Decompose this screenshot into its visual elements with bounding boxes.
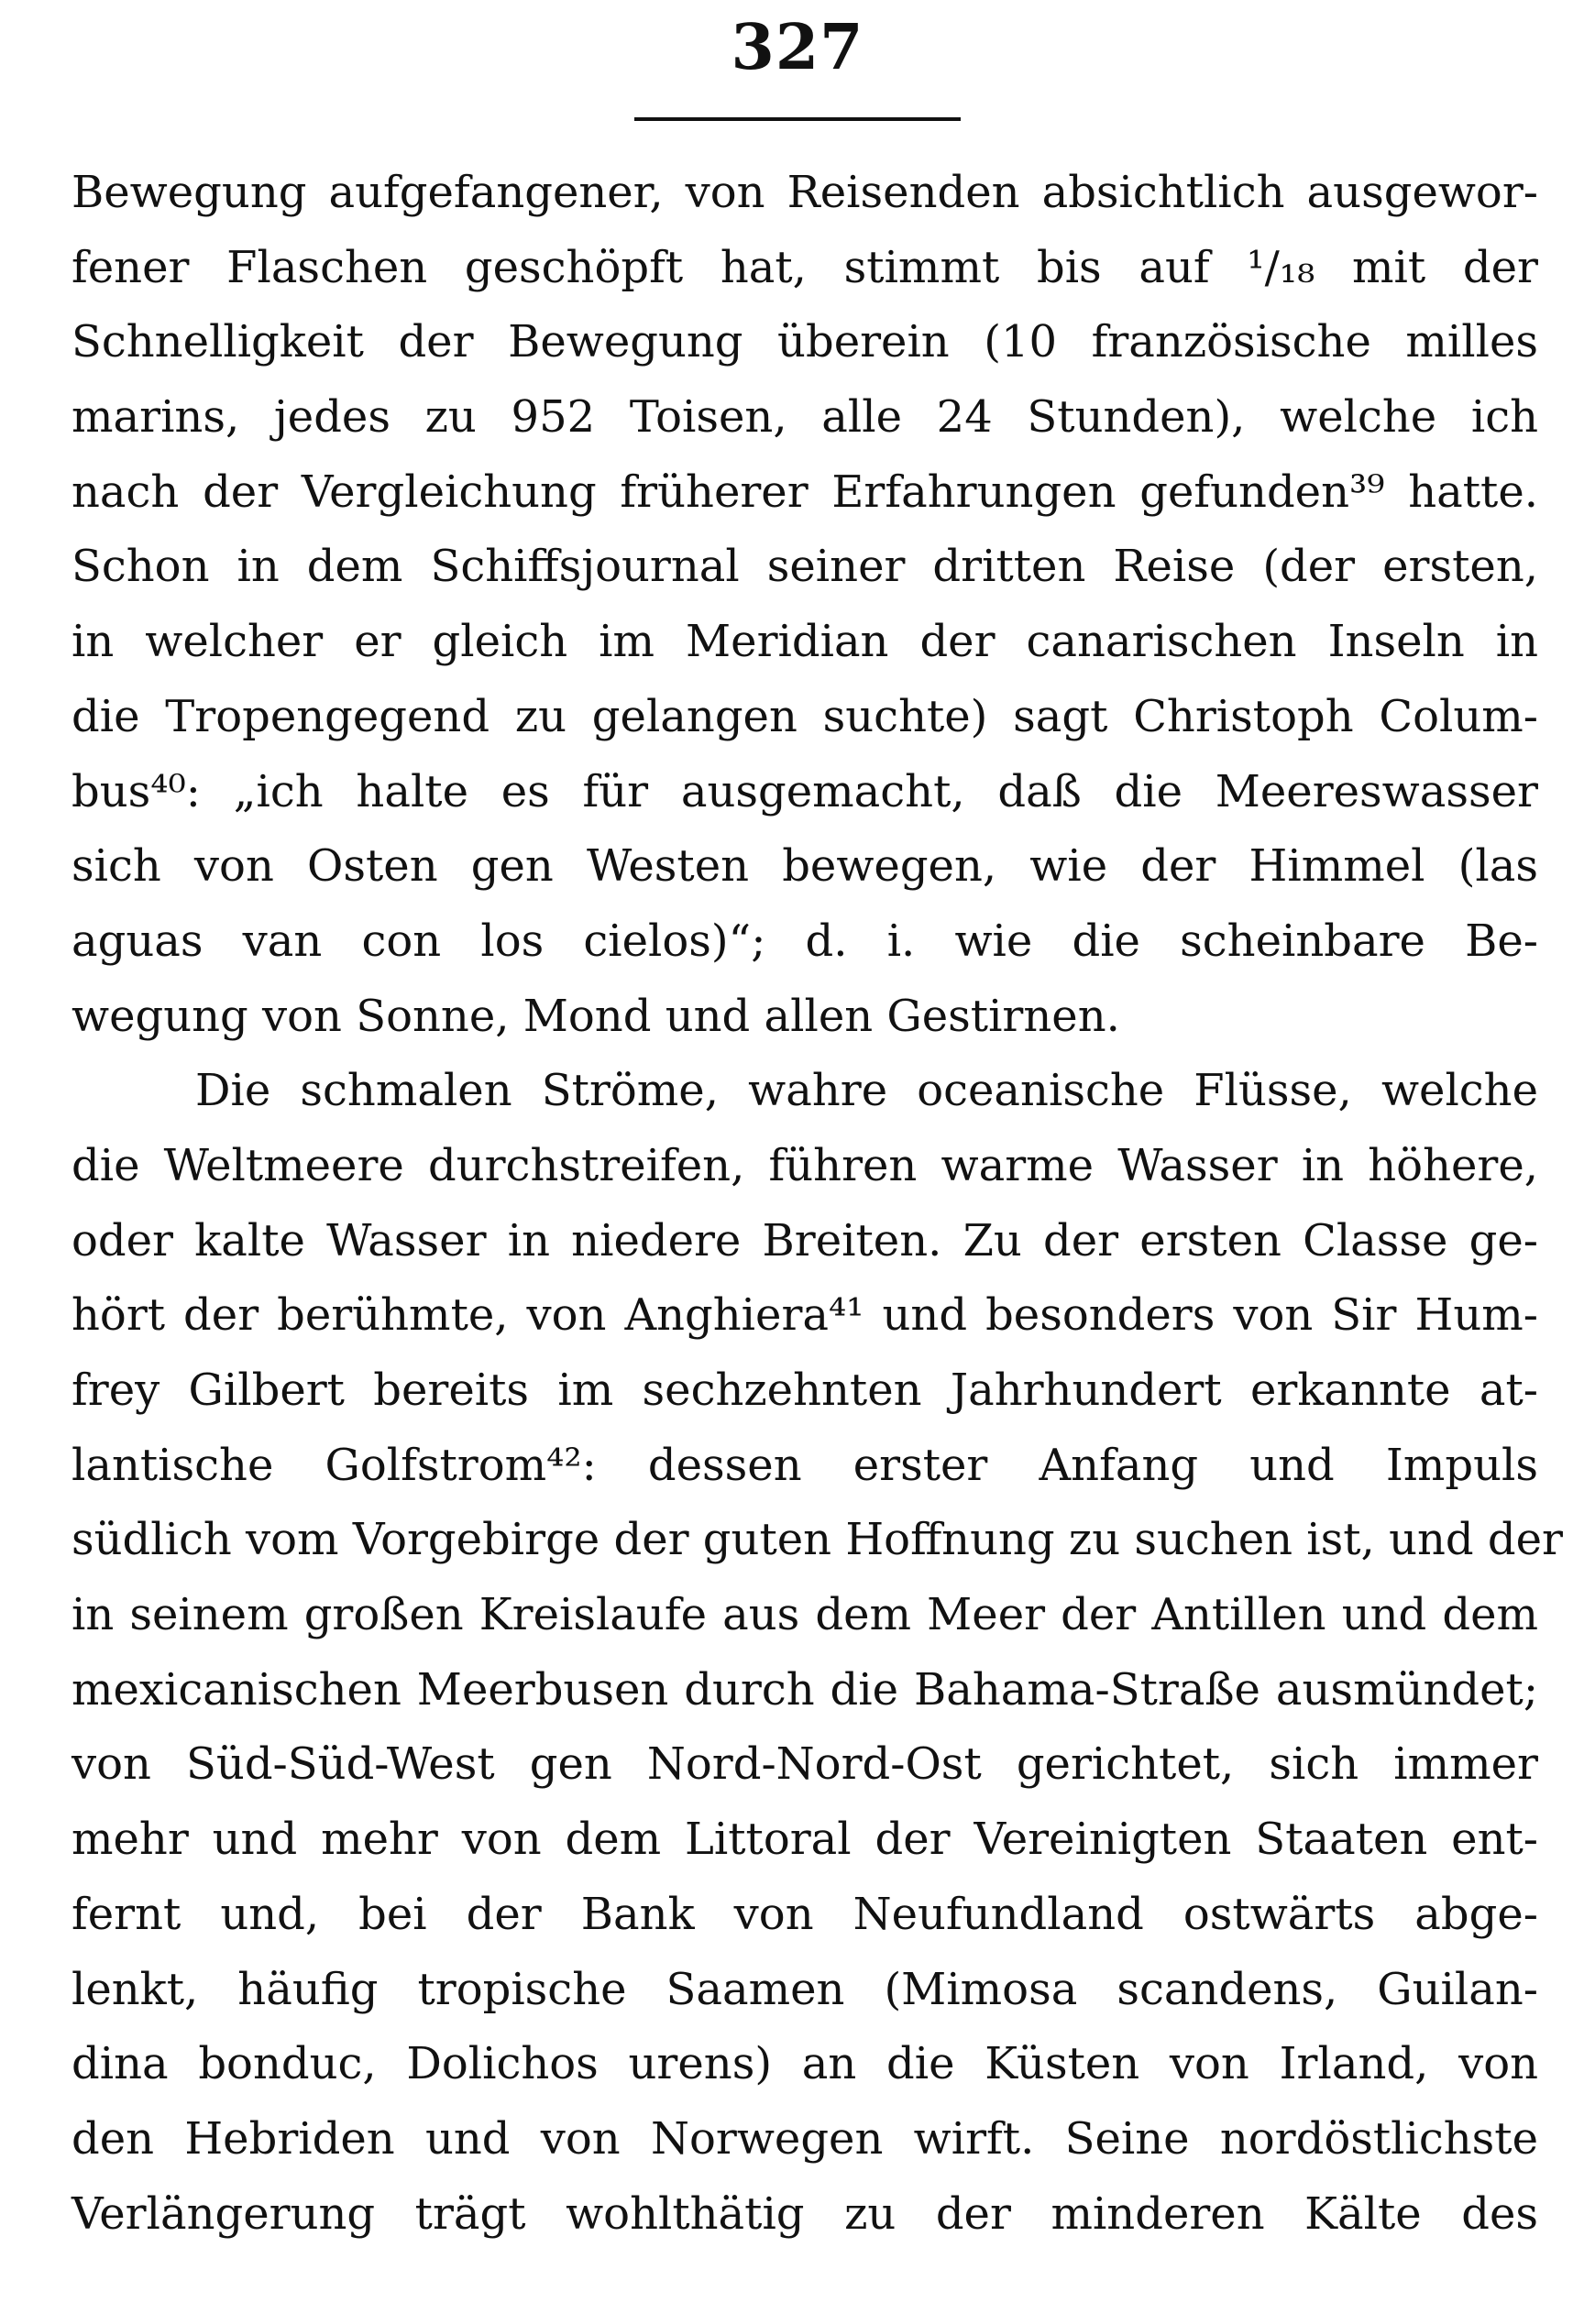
text-line: lenkt, häufig tropische Saamen (Mimosa scandens, Guilan- bbox=[72, 1963, 1538, 2015]
text-line: hört der berühmte, von Anghiera⁴¹ und besonders von Sir Hum- bbox=[72, 1289, 1538, 1342]
text-line: südlich vom Vorgebirge der guten Hoffnung zu suchen ist, und der bbox=[72, 1514, 1563, 1566]
text-line: in seinem großen Kreislaufe aus dem Meer der Antillen und dem bbox=[72, 1589, 1538, 1641]
text-line: Schnelligkeit der Bewegung überein (10 französische milles bbox=[72, 316, 1538, 368]
text-line: von Süd-Süd-West gen Nord-Nord-Ost gerichtet, sich immer bbox=[72, 1738, 1538, 1791]
text-line: fernt und, bei der Bank von Neufundland ostwärts abge- bbox=[72, 1888, 1538, 1940]
text-line: wegung von Sonne, Mond und allen Gestirnen. bbox=[72, 990, 1120, 1042]
page-number: 327 bbox=[731, 11, 864, 84]
text-line: oder kalte Wasser in niedere Breiten. Zu der ersten Classe ge- bbox=[72, 1214, 1538, 1266]
text-line: marins, jedes zu 952 Toisen, alle 24 Stunden), welche ich bbox=[72, 391, 1538, 444]
text-line: mehr und mehr von dem Littoral der Vereinigten Staaten ent- bbox=[72, 1814, 1538, 1866]
text-line: nach der Vergleichung früherer Erfahrungen gefunden³⁹ hatte. bbox=[72, 466, 1538, 518]
text-line: frey Gilbert bereits im sechzehnten Jahrhundert erkannte at- bbox=[72, 1365, 1538, 1416]
text-line: sich von Osten gen Westen bewegen, wie der Himmel (las bbox=[72, 840, 1538, 893]
text-line: fener Flaschen geschöpft hat, stimmt bis auf ¹/₁₈ mit der bbox=[72, 241, 1538, 293]
text-line: den Hebriden und von Norwegen wirft. Seine nordöstlichste bbox=[72, 2112, 1538, 2165]
body-text bbox=[72, 156, 1563, 2252]
text-line: aguas van con los cielos)“; d. i. wie die scheinbare Be- bbox=[72, 915, 1538, 967]
header-rule bbox=[634, 117, 961, 121]
text-line: Schon in dem Schiffsjournal seiner dritten Reise (der ersten, bbox=[72, 541, 1538, 593]
text-line: mexicanischen Meerbusen durch die Bahama-Straße ausmündet; bbox=[72, 1663, 1538, 1716]
text-line: Die schmalen Ströme, wahre oceanische Flüsse, welche bbox=[195, 1065, 1538, 1117]
text-line: bus⁴⁰: „ich halte es für ausgemacht, daß die Meereswasser bbox=[72, 765, 1538, 817]
text-line: in welcher er gleich im Meridian der canarischen Inseln in bbox=[72, 616, 1538, 668]
text-line: die Weltmeere durchstreifen, führen warme Wasser in höhere, bbox=[72, 1139, 1538, 1191]
text-line: dina bonduc, Dolichos urens) an die Küsten von Irland, von bbox=[72, 2038, 1538, 2090]
text-line: Verlängerung trägt wohlthätig zu der minderen Kälte des bbox=[72, 2187, 1538, 2240]
text-line: lantische Golfstrom⁴²: dessen erster Anfang und Impuls bbox=[72, 1439, 1538, 1491]
text-line: Bewegung aufgefangener, von Reisenden absichtlich ausgewor- bbox=[72, 167, 1538, 218]
text-line: die Tropengegend zu gelangen suchte) sagt Christoph Colum- bbox=[72, 690, 1538, 742]
